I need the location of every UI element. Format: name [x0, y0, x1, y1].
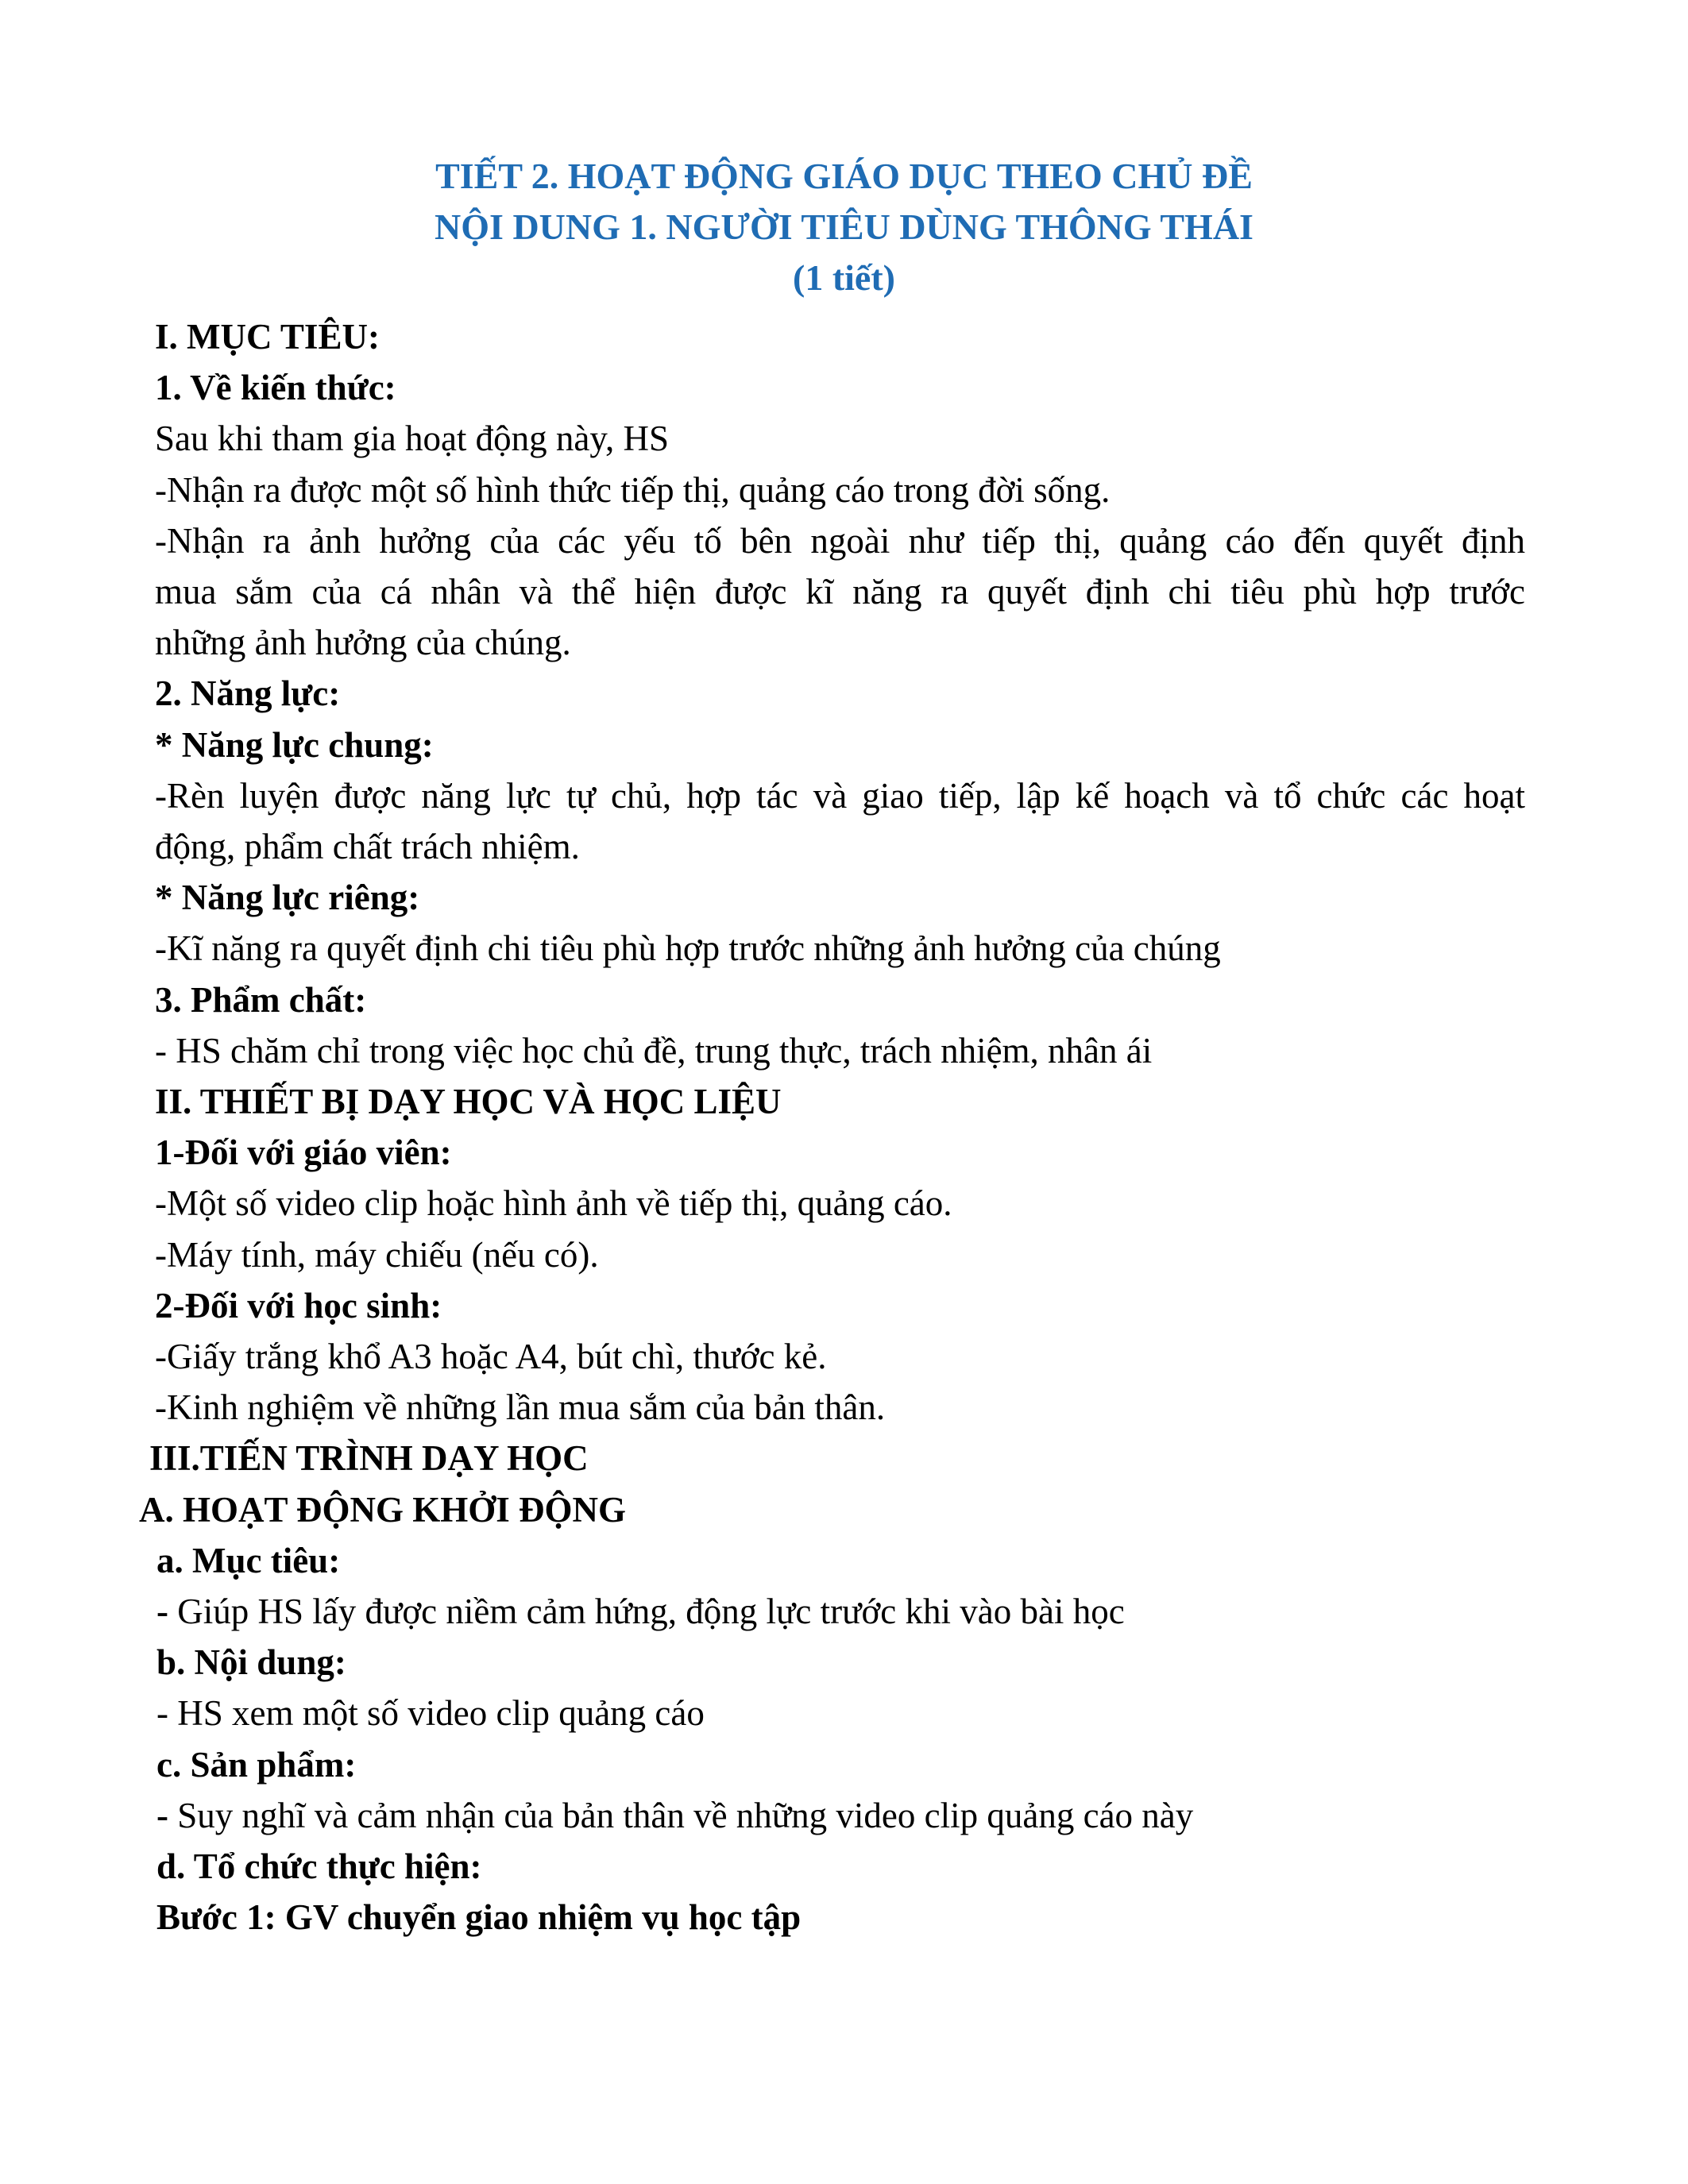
paragraph-line: -Nhận ra ảnh hưởng của các yếu tố bên ngoài như tiếp thị, quảng cáo đến quyết định [155, 520, 1525, 561]
paragraph-line: -Một số video clip hoặc hình ảnh về tiếp thị, quảng cáo. [155, 1183, 952, 1224]
subheading-step-1: Bước 1: GV chuyển giao nhiệm vụ học tập [156, 1897, 802, 1938]
paragraph-line: - HS chăm chỉ trong việc học chủ đề, trung thực, trách nhiệm, nhân ái [155, 1030, 1153, 1071]
document-title [0, 151, 1688, 303]
subheading-competence: 2. Năng lực: [155, 673, 341, 714]
subheading-qualities: 3. Phẩm chất: [155, 979, 367, 1020]
paragraph-line [156, 1790, 1525, 1841]
paragraph-text: Suy nghĩ và cảm nhận của bản thân về những video clip quảng cáo này [177, 1795, 1194, 1835]
document-body [139, 311, 1525, 1943]
section-heading-equipment: II. THIẾT BỊ DẠY HỌC VÀ HỌC LIỆU [155, 1082, 782, 1122]
paragraph-line: -Nhận ra được một số hình thức tiếp thị, quảng cáo trong đời sống. [155, 469, 1111, 510]
subheading-teacher: 1-Đối với giáo viên: [155, 1133, 452, 1173]
subheading-product: c. Sản phẩm: [156, 1744, 357, 1785]
paragraph-line: - HS xem một số video clip quảng cáo [156, 1693, 705, 1734]
paragraph-line: -Máy tính, máy chiếu (nếu có). [155, 1234, 599, 1275]
paragraph-line: những ảnh hưởng của chúng. [155, 623, 571, 663]
paragraph-line: -Giấy trắng khổ A3 hoặc A4, bút chì, thước kẻ. [155, 1337, 827, 1377]
subheading-knowledge: 1. Về kiến thức: [155, 368, 396, 408]
subheading-goal: a. Mục tiêu: [156, 1540, 341, 1580]
subheading-student: 2-Đối với học sinh: [155, 1285, 442, 1325]
paragraph-line [156, 1586, 1525, 1637]
subheading-organization: d. Tổ chức thực hiện: [156, 1846, 482, 1887]
paragraph-line: -Rèn luyện được năng lực tự chủ, hợp tác và giao tiếp, lập kế hoạch và tổ chức các hoạt [155, 775, 1525, 816]
paragraph-line: động, phẩm chất trách nhiệm. [155, 827, 580, 867]
paragraph-text: Giúp HS lấy được niềm cảm hứng, động lực trước khi vào bài học [177, 1592, 1125, 1632]
bullet-dash: - [156, 1592, 178, 1632]
section-heading-objectives: I. MỤC TIÊU: [155, 317, 380, 357]
section-heading-process: III.TIẾN TRÌNH DẠY HỌC [149, 1438, 589, 1479]
section-heading-warmup: A. HOẠT ĐỘNG KHỞI ĐỘNG [139, 1489, 626, 1530]
subheading-general-competence: * Năng lực chung: [155, 724, 434, 765]
paragraph-line: -Kĩ năng ra quyết định chi tiêu phù hợp trước những ảnh hưởng của chúng [155, 928, 1221, 969]
paragraph-line: -Kinh nghiệm về những lần mua sắm của bản thân. [155, 1387, 886, 1428]
paragraph-line: mua sắm của cá nhân và thể hiện được kĩ năng ra quyết định chi tiêu phù hợp trước [155, 572, 1525, 612]
subheading-content: b. Nội dung: [156, 1642, 346, 1683]
title-line-2: NỘI DUNG 1. NGƯỜI TIÊU DÙNG THÔNG THÁI [435, 206, 1253, 247]
subheading-specific-competence: * Năng lực riêng: [155, 878, 420, 918]
title-line-1: TIẾT 2. HOẠT ĐỘNG GIÁO DỤC THEO CHỦ ĐỀ [435, 156, 1253, 196]
title-line-3: (1 tiết) [793, 257, 895, 298]
bullet-dash: - [156, 1795, 178, 1835]
paragraph-line: Sau khi tham gia hoạt động này, HS [155, 419, 670, 459]
